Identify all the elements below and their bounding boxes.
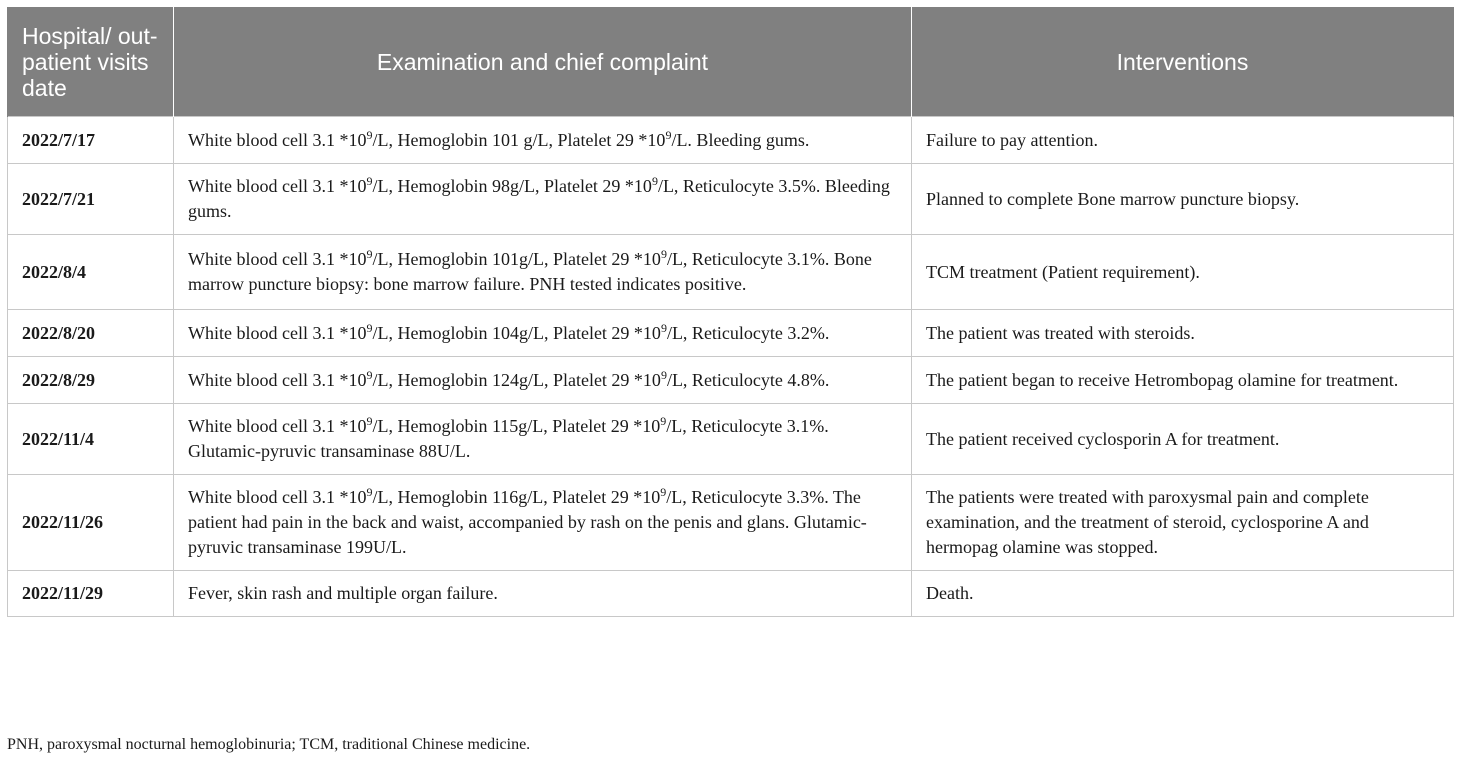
exponent: 9 bbox=[366, 414, 373, 428]
exponent: 9 bbox=[665, 127, 672, 142]
exponent: 9 bbox=[366, 485, 373, 499]
table-row bbox=[8, 310, 1454, 357]
visit-date-cell: 2022/11/29 bbox=[8, 571, 174, 617]
intervention-cell: Planned to complete Bone marrow puncture biopsy. bbox=[912, 164, 1454, 235]
table-row bbox=[8, 357, 1454, 404]
table-row bbox=[8, 235, 1454, 310]
table-header bbox=[8, 7, 1454, 117]
visit-date-cell: 2022/11/26 bbox=[8, 475, 174, 571]
table-row bbox=[8, 404, 1454, 475]
table-row bbox=[8, 164, 1454, 235]
exponent: 9 bbox=[660, 414, 667, 428]
exponent: 9 bbox=[660, 367, 667, 382]
intervention-cell: Failure to pay attention. bbox=[912, 117, 1454, 164]
intervention-cell: The patients were treated with paroxysmal pain and complete examination, and the treatment of steroid, cyclosporine A and hermopag olamine was stopped. bbox=[912, 475, 1454, 571]
examination-cell: White blood cell 3.1 $*10^9/L$, Hemoglobin 124g/L, Platelet 29 $*10^9/L$, Reticulocyte 4.8%. bbox=[174, 357, 912, 404]
header-examination: Examination and chief complaint bbox=[174, 7, 912, 117]
exponent: 9 bbox=[366, 174, 373, 188]
examination-cell: White blood cell 3.1 $*10^9/L$, Hemoglobin 98g/L, Platelet 29 $*10^9/L$, Reticulocyte 3.5%. Bleeding gums. bbox=[174, 164, 912, 235]
header-visit-date: Hospital/ out-patient visits date bbox=[8, 7, 174, 117]
examination-cell: White blood cell 3.1 $*10^9/L$, Hemoglobin 101 g/L, Platelet 29 $*10^9/L$. Bleeding gums. bbox=[174, 117, 912, 164]
examination-cell: White blood cell 3.1 $*10^9/L$, Hemoglobin 104g/L, Platelet 29 $*10^9/L$, Reticulocyte 3.2%. bbox=[174, 310, 912, 357]
clinical-course-table bbox=[7, 7, 1454, 617]
exponent: 9 bbox=[366, 247, 373, 261]
visit-date-cell: 2022/7/17 bbox=[8, 117, 174, 164]
examination-cell: Fever, skin rash and multiple organ failure. bbox=[174, 571, 912, 617]
header-row bbox=[8, 7, 1454, 117]
examination-cell: White blood cell 3.1 $*10^9/L$, Hemoglobin 116g/L, Platelet 29 $*10^9/L$, Reticulocyte 3.3%. The patient had pain in the back and waist, accompanied by rash on the penis and glans. Glutamic-pyruvic transaminase 199U/L. bbox=[174, 475, 912, 571]
visit-date-cell: 2022/8/20 bbox=[8, 310, 174, 357]
intervention-cell: TCM treatment (Patient requirement). bbox=[912, 235, 1454, 310]
table-row bbox=[8, 571, 1454, 617]
exponent: 9 bbox=[366, 320, 373, 335]
table-row bbox=[8, 117, 1454, 164]
examination-cell: White blood cell 3.1 $*10^9/L$, Hemoglobin 115g/L, Platelet 29 $*10^9/L$, Reticulocyte 3.1%. Glutamic-pyruvic transaminase 88U/L. bbox=[174, 404, 912, 475]
exponent: 9 bbox=[366, 367, 373, 382]
header-interventions: Interventions bbox=[912, 7, 1454, 117]
table-row bbox=[8, 475, 1454, 571]
table-footnote: PNH, paroxysmal nocturnal hemoglobinuria; TCM, traditional Chinese medicine. bbox=[7, 736, 531, 753]
intervention-cell: Death. bbox=[912, 571, 1454, 617]
exponent: 9 bbox=[366, 127, 373, 142]
intervention-cell: The patient began to receive Hetrombopag olamine for treatment. bbox=[912, 357, 1454, 404]
visit-date-cell: 2022/7/21 bbox=[8, 164, 174, 235]
exponent: 9 bbox=[651, 174, 658, 188]
exponent: 9 bbox=[660, 485, 667, 499]
intervention-cell: The patient received cyclosporin A for treatment. bbox=[912, 404, 1454, 475]
visit-date-cell: 2022/11/4 bbox=[8, 404, 174, 475]
clinical-course-table-container bbox=[7, 7, 1453, 617]
examination-cell: White blood cell 3.1 $*10^9/L$, Hemoglobin 101g/L, Platelet 29 $*10^9/L$, Reticulocyte 3.1%. Bone marrow puncture biopsy: bone marrow failure. PNH tested indicates positive. bbox=[174, 235, 912, 310]
intervention-cell: The patient was treated with steroids. bbox=[912, 310, 1454, 357]
exponent: 9 bbox=[660, 320, 667, 335]
visit-date-cell: 2022/8/29 bbox=[8, 357, 174, 404]
exponent: 9 bbox=[660, 247, 667, 261]
visit-date-cell: 2022/8/4 bbox=[8, 235, 174, 310]
table-body bbox=[8, 117, 1454, 617]
